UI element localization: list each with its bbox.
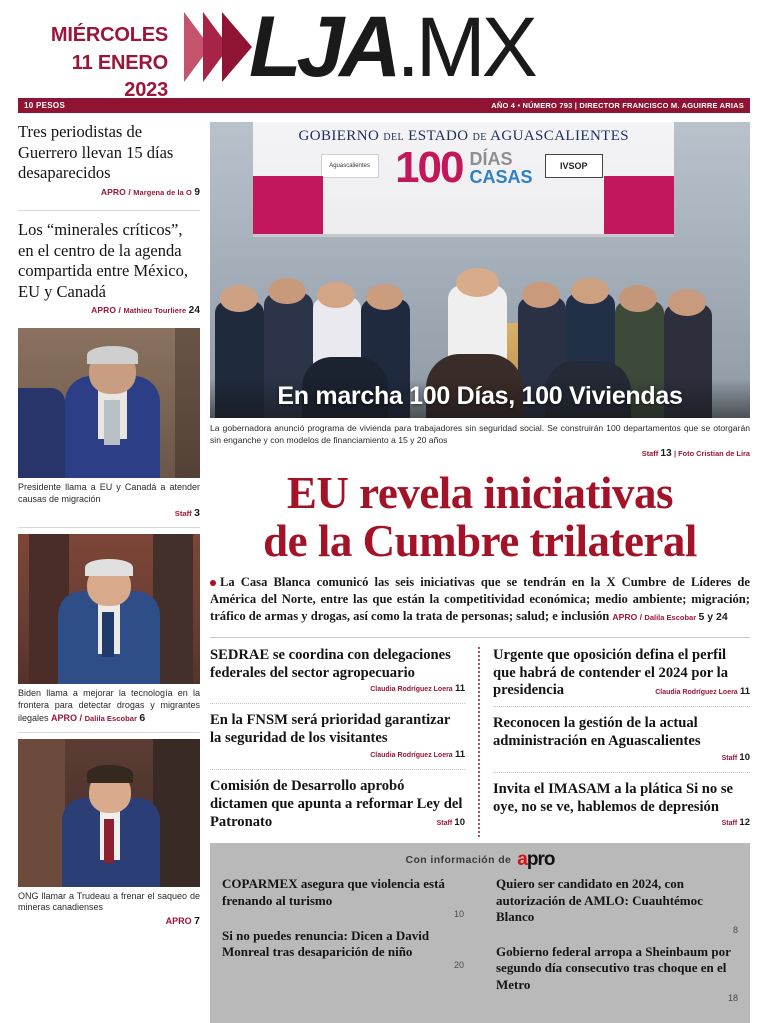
brief-item[interactable]	[210, 712, 465, 760]
credit-page: 5 y 24	[698, 610, 728, 623]
caption-text: Biden llama a mejorar la tecnología en la frontera para detectar drogas y migrantes ilegales	[18, 687, 200, 723]
brief-headline: SEDRAE se coordina con delegaciones federales del sector agropecuario	[210, 646, 451, 681]
divider	[18, 732, 200, 733]
main-column	[210, 122, 750, 1023]
credit-source: APRO /	[612, 611, 645, 622]
caption-text: ONG llamar a Trudeau a frenar el saqueo de mineras canadienses	[18, 890, 200, 913]
backdrop-government-text: GOBIERNO DEL ESTADO DE AGUASCALIENTES	[298, 128, 630, 144]
byline-page: 10	[454, 817, 465, 829]
byline-author: Claudia Rodríguez Loera	[370, 686, 453, 694]
byline-page: 12	[739, 817, 750, 829]
logo-wordmark: LJA	[249, 0, 397, 95]
divider	[210, 769, 465, 770]
brief-byline	[210, 683, 465, 694]
left-story-headline[interactable]: Los “minerales críticos”, en el centro de la agenda compartida entre México, EU y Canadá	[18, 219, 188, 301]
apro-headline: Si no puedes renuncia: Dicen a David Monreal tras desaparición de niño	[222, 927, 430, 960]
byline-page: 11	[454, 748, 465, 760]
photo-biden	[18, 534, 200, 684]
chevron-right-icon	[184, 12, 245, 82]
byline-page: 10	[739, 751, 750, 763]
brief-headline: Reconocen la gestión de la actual administración en Aguascalientes	[493, 715, 701, 749]
date-year: 2023	[124, 79, 168, 102]
photo-caption	[18, 887, 200, 930]
brief-headline: En la FNSM será prioridad garantizar la seguridad de los visitantes	[210, 712, 451, 747]
apro-headline: COPARMEX asegura que violencia está frenando al turismo	[222, 876, 445, 908]
apro-headline: Quiero ser candidato en 2024, con autorización de AMLO: Cuauhtémoc Blanco	[496, 876, 703, 924]
apro-items-grid	[222, 876, 738, 1012]
byline-page: 11	[454, 683, 465, 695]
apro-header-text: Con información de	[405, 853, 512, 866]
main-credit	[612, 612, 727, 622]
brief-headline: Urgente que oposición defina el perfil que habrá de contender el 2024 por la presidencia	[493, 646, 728, 699]
byline-author: Margena de la O	[133, 187, 192, 197]
credit-author: APRO	[165, 916, 192, 927]
main-headline-line2: de la Cumbre trilateral	[263, 516, 697, 567]
main-headline[interactable]	[210, 470, 750, 565]
apro-left-column	[222, 876, 480, 1012]
brief-item[interactable]	[493, 647, 750, 697]
apro-right-column	[480, 876, 738, 1012]
aguascalientes-logo: Aguascalientes	[321, 154, 379, 178]
apro-page: 10	[453, 908, 464, 919]
apro-section-header	[222, 850, 738, 869]
date-weekday: MIÉRCOLES	[50, 24, 168, 46]
briefs-left-column	[210, 647, 480, 838]
bullet-icon	[210, 580, 216, 586]
photo-caption	[18, 684, 200, 726]
byline-page: 24	[188, 305, 200, 317]
main-lead-text: La Casa Blanca comunicó las seis iniciativas que se tendrán en la X Cumbre de Líderes de América del Norte, entre las que están la competitividad económica; medio ambiente; migración; tráfico de armas y drogas, así como la trata de personas; salud; e inclusión	[210, 574, 750, 623]
campaign-casas: CASAS	[469, 167, 533, 187]
byline-author: Claudia Rodríguez Loera	[370, 751, 453, 759]
apro-page: 18	[727, 992, 738, 1003]
byline-author: Mathieu Tourliere	[123, 306, 187, 316]
photo-amlo	[18, 328, 200, 478]
apro-item[interactable]	[222, 928, 464, 971]
apro-section	[210, 843, 750, 1023]
main-headline-line1: EU revela iniciativas	[286, 468, 674, 519]
byline-author: Staff	[436, 820, 453, 828]
briefs-section	[210, 637, 750, 838]
apro-item[interactable]	[496, 876, 738, 935]
hero-credit: Staff 13 | Foto Cristian de Lira	[641, 448, 750, 460]
logo-tld: .MX	[396, 0, 534, 94]
divider	[210, 703, 465, 704]
left-story-headline[interactable]: Tres periodistas de Guerrero llevan 15 días desaparecidos	[18, 122, 174, 183]
hero-photo	[210, 122, 750, 418]
masthead	[18, 0, 750, 102]
left-story-byline	[18, 305, 200, 316]
brief-headline: Invita el IMASAM a la plática Si no se oye, no se ve, hablemos de depresión	[493, 780, 733, 815]
brief-item[interactable]	[493, 781, 750, 829]
byline-page: 9	[194, 186, 200, 198]
left-photo-card	[18, 739, 200, 930]
main-lead-paragraph	[210, 574, 750, 625]
photo-credit	[18, 507, 200, 521]
byline-author: Staff	[721, 754, 738, 762]
divider	[493, 772, 750, 773]
briefs-right-column	[480, 647, 750, 838]
byline-source: APRO /	[91, 305, 124, 316]
brief-item[interactable]	[210, 647, 465, 695]
apro-item[interactable]	[496, 944, 738, 1003]
hero-title: En marcha 100 Días, 100 Viviendas	[277, 382, 683, 410]
credit-source: APRO /	[51, 712, 85, 723]
credit-page: 7	[194, 915, 200, 928]
left-story-byline	[18, 187, 200, 198]
apro-page: 8	[732, 925, 738, 936]
hero-title-overlay	[210, 378, 750, 418]
credit-staff: Staff	[641, 449, 659, 459]
page-body	[18, 122, 750, 1023]
logo[interactable]	[180, 0, 750, 95]
event-backdrop	[253, 122, 674, 237]
photo-credit	[51, 713, 145, 723]
credit-page: 6	[139, 711, 146, 724]
left-photo-card	[18, 534, 200, 726]
price-label: 10 PESOS	[24, 101, 66, 110]
byline-page: 11	[739, 686, 750, 698]
apro-logo[interactable]: apro	[517, 849, 555, 871]
brief-byline	[210, 749, 465, 760]
issue-info: AÑO 4 • NÚMERO 793 | DIRECTOR FRANCISCO M. AGUIRRE ARIAS	[491, 101, 744, 110]
byline-author: Claudia Rodríguez Loera	[655, 689, 738, 697]
credit-page: 3	[194, 507, 200, 520]
divider	[18, 210, 200, 211]
apro-page: 20	[453, 960, 464, 971]
credit-photographer: Foto Cristian de Lira	[678, 449, 750, 459]
campaign-number: 100	[395, 143, 463, 192]
credit-author: Dalila Escobar	[644, 612, 697, 622]
divider	[493, 706, 750, 707]
publication-date	[18, 0, 180, 105]
brief-item[interactable]	[210, 778, 465, 828]
brief-headline: Comisión de Desarrollo aprobó dictamen que apunta a reformar Ley del Patronato	[210, 777, 463, 830]
credit-author: Staff	[174, 509, 192, 519]
brief-byline	[493, 817, 750, 828]
divider	[18, 527, 200, 528]
photo-trudeau	[18, 739, 200, 887]
brief-item[interactable]	[493, 715, 750, 763]
left-column	[18, 122, 200, 1023]
brief-byline	[493, 752, 750, 763]
caption-text: Presidente llama a EU y Canadá a atender causas de migración	[18, 482, 200, 505]
left-photo-card	[18, 328, 200, 521]
byline-source: APRO /	[100, 186, 134, 197]
campaign-dias: DÍAS	[469, 149, 513, 169]
credit-author: Dalila Escobar	[84, 713, 137, 723]
photo-credit	[18, 915, 200, 929]
credit-page: 13	[660, 448, 672, 460]
byline-author: Staff	[721, 820, 738, 828]
photo-caption	[18, 478, 200, 521]
ivsop-logo: IVSOP	[545, 154, 603, 178]
hero-caption: La gobernadora anunció programa de vivienda para trabajadores sin seguridad social. Se construirán 100 departamentos que se otorgarán sin enganche y con modelos de financiamiento a 15 y 20 años	[210, 423, 750, 446]
apro-headline: Gobierno federal arropa a Sheinbaum por segundo día consecutivo tras choque en el Metro	[496, 944, 731, 992]
date-day-month: 11 ENERO	[71, 51, 168, 74]
apro-item[interactable]	[222, 876, 464, 919]
